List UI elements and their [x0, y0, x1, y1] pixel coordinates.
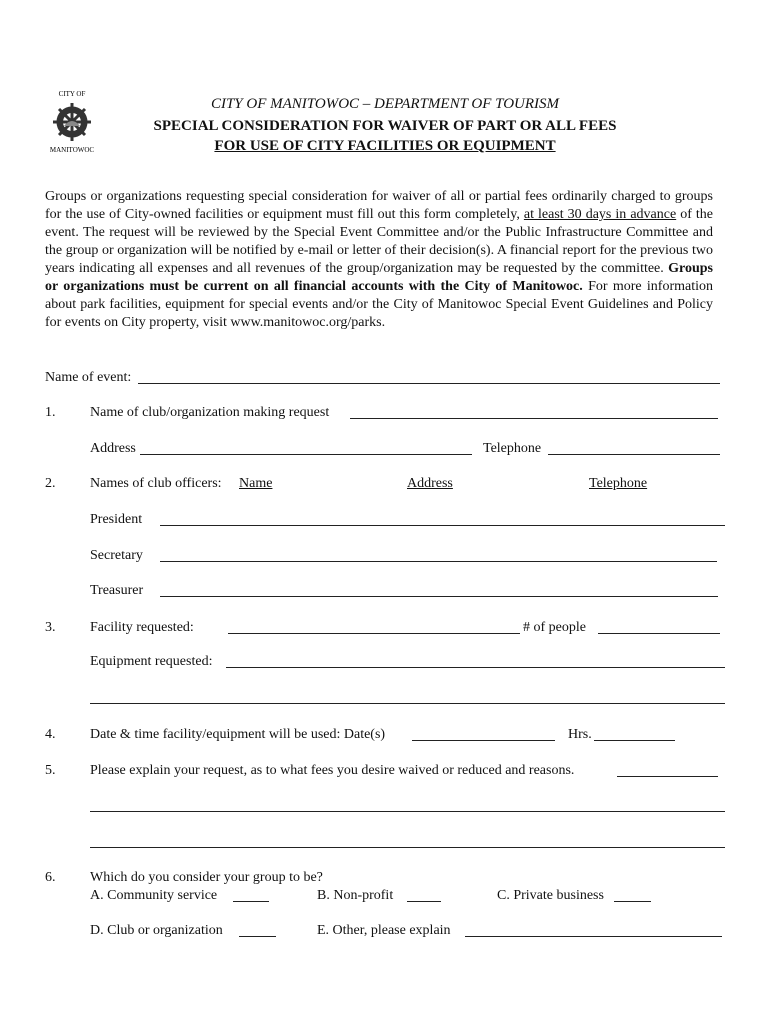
- department-title: CITY OF MANITOWOC – DEPARTMENT OF TOURISM: [210, 96, 560, 112]
- address-label: Address: [90, 441, 136, 456]
- treasurer-field[interactable]: [160, 596, 718, 597]
- address-field[interactable]: [140, 454, 472, 455]
- explain-request-line-3[interactable]: [90, 847, 725, 848]
- option-other: E. Other, please explain: [317, 923, 451, 938]
- secretary-label: Secretary: [90, 548, 143, 563]
- q1-number: 1.: [45, 405, 56, 420]
- officer-telephone-header: Telephone: [589, 476, 648, 491]
- community-service-field[interactable]: [233, 901, 269, 902]
- hours-label: Hrs.: [568, 727, 592, 742]
- explain-request-label: Please explain your request, as to what fees you desire waived or reduced and reasons.: [90, 763, 575, 778]
- q5-number: 5.: [45, 763, 56, 778]
- form-title: SPECIAL CONSIDERATION FOR WAIVER OF PART OR ALL FEES: [153, 118, 617, 134]
- club-organization-field[interactable]: [239, 936, 276, 937]
- event-name-field[interactable]: [138, 383, 720, 384]
- president-field[interactable]: [160, 525, 725, 526]
- telephone-field[interactable]: [548, 454, 720, 455]
- svg-text:MANITOWOC: MANITOWOC: [49, 146, 95, 154]
- equipment-field[interactable]: [226, 667, 725, 668]
- president-label: President: [90, 512, 143, 527]
- group-type-label: Which do you consider your group to be?: [90, 870, 323, 885]
- facility-label: Facility requested:: [90, 620, 194, 635]
- people-field[interactable]: [598, 633, 720, 634]
- equipment-label: Equipment requested:: [90, 654, 213, 669]
- instructions-paragraph: Groups or organizations requesting special consideration for waiver of all or partial fees ordinarily charged to groups for the use of City-owned facilities or equipment must fill out this form completely, at least 30 days in advance of the event. The request will be reviewed by the Special Event Committee and/or the Public Infrastructure Committee and the group or organization will be notified by e-mail or letter of their decision(s). A financial report for the previous two years indicating all expenses and all revenues of the group/organization may be requested by the committee. Groups or organizations must be current on all financial accounts with the City of Manitowoc. For more information about park facilities, equipment for special events and/or the City of Manitowoc Special Event Guidelines and Policy for events on City property, visit www.manitowoc.org/parks.: [45, 189, 714, 330]
- organization-label: Name of club/organization making request: [90, 405, 330, 420]
- officers-label: Names of club officers:: [90, 476, 222, 491]
- dates-field[interactable]: [412, 740, 555, 741]
- svg-text:CITY OF: CITY OF: [58, 90, 86, 98]
- officer-name-header: Name: [239, 476, 273, 491]
- telephone-label: Telephone: [483, 441, 542, 456]
- explain-request-line-2[interactable]: [90, 811, 725, 812]
- q4-number: 4.: [45, 727, 56, 742]
- other-explain-field[interactable]: [465, 936, 722, 937]
- officer-address-header: Address: [407, 476, 453, 491]
- option-private-business: C. Private business: [497, 888, 604, 903]
- option-club-organization: D. Club or organization: [90, 923, 223, 938]
- explain-request-field[interactable]: [617, 776, 718, 777]
- people-label: # of people: [523, 620, 586, 635]
- option-community-service: A. Community service: [90, 888, 218, 903]
- q2-number: 2.: [45, 476, 56, 491]
- dates-label: Date & time facility/equipment will be used: Date(s): [90, 727, 386, 742]
- form-subtitle: FOR USE OF CITY FACILITIES OR EQUIPMENT: [214, 138, 556, 154]
- secretary-field[interactable]: [160, 561, 717, 562]
- q3-number: 3.: [45, 620, 56, 635]
- q6-number: 6.: [45, 870, 56, 885]
- organization-field[interactable]: [350, 418, 718, 419]
- equipment-field-line-2[interactable]: [90, 703, 725, 704]
- private-business-field[interactable]: [614, 901, 651, 902]
- event-name-label: Name of event:: [45, 370, 132, 385]
- hours-field[interactable]: [594, 740, 675, 741]
- facility-field[interactable]: [228, 633, 520, 634]
- non-profit-field[interactable]: [407, 901, 441, 902]
- treasurer-label: Treasurer: [90, 583, 144, 598]
- option-non-profit: B. Non-profit: [317, 888, 394, 903]
